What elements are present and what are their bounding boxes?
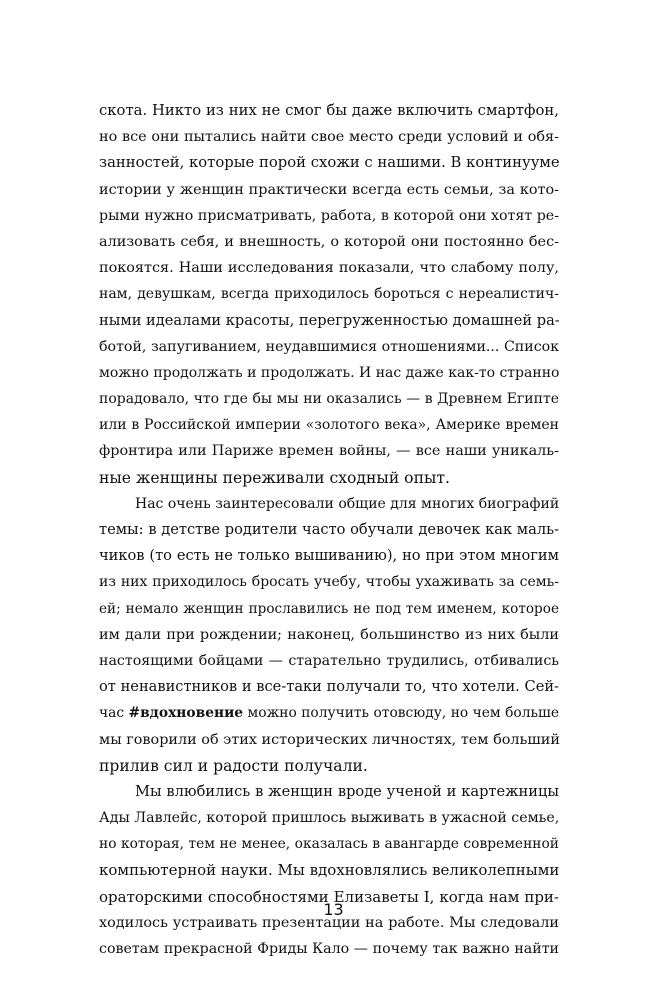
- hashtag-line: [99, 700, 559, 726]
- text-line: советам прекрасной Фриды Кало — почему так важно найти: [99, 941, 559, 957]
- text-line: занностей, которые порой схожи с нашими. В континууме: [99, 154, 560, 172]
- text-line: но все они пытались найти свое место среди условий и обя-: [99, 129, 559, 146]
- text-line: прилив сил и радости получали.: [99, 756, 368, 775]
- hashtag-inspiration: #вдохновение: [128, 705, 244, 722]
- text-line: ными идеалами красоты, перегруженностью домашней ра-: [99, 311, 560, 329]
- text-line: им дали при рождении; наконец, большинство из них были: [99, 626, 559, 643]
- text-line: чиков (то есть не только вышиванию), но при этом многим: [99, 547, 559, 565]
- text-line: Нас очень заинтересовали общие для многих биографий: [135, 495, 560, 512]
- text-line: но которая, тем не менее, оказалась в авангарде современной: [99, 836, 559, 853]
- text-line: покоятся. Наши исследования показали, что слабому полу,: [99, 260, 559, 277]
- text-segment: можно получить отовсюду, но чем больше: [243, 705, 559, 722]
- text-line: истории у женщин практически всегда есть семьи, за кото-: [99, 181, 559, 198]
- text-line: ходилось устраивать презентации на работе. Мы следовали: [99, 914, 559, 931]
- text-line: компьютерной науки. Мы вдохновлялись великолепными: [99, 861, 560, 880]
- text-segment: час: [99, 705, 129, 722]
- text-line: ей; немало женщин прославились не под тем именем, которое: [99, 600, 559, 617]
- body-text: [99, 98, 559, 962]
- text-line: можно продолжать и продолжать. И нас даже как-то странно: [99, 364, 560, 381]
- text-line: мы говорили об этих исторических личностях, тем больший: [99, 731, 560, 748]
- text-line: или в Российской империи «золотого века», Америке времен: [99, 417, 559, 434]
- text-line: ализовать себя, и внешность, о которой они постоянно бес-: [99, 233, 559, 250]
- text-line: ораторскими способностями Елизаветы I, когда нам при-: [99, 887, 559, 906]
- text-line: Мы влюбились в женщин вроде ученой и картежницы: [135, 782, 559, 800]
- text-line: из них приходилось бросать учебу, чтобы ухаживать за семь-: [99, 574, 559, 591]
- text-line: ные женщины переживали сходный опыт.: [99, 468, 450, 487]
- text-line: Ады Лавлейс, которой пришлось выживать в ужасной семье,: [99, 810, 560, 827]
- text-line: ботой, запугиванием, неудавшимися отношениями... Список: [99, 338, 560, 355]
- text-line: скота. Никто из них не смог бы даже включить смартфон,: [99, 102, 559, 119]
- page-number: 13: [323, 900, 344, 919]
- text-line: рыми нужно присматривать, работа, в которой они хотят ре-: [99, 207, 559, 224]
- text-line: нам, девушкам, всегда приходилось бороться с нереалистич-: [99, 286, 559, 303]
- text-line: настоящими бойцами — старательно трудились, отбивались: [99, 652, 559, 669]
- text-line: темы: в детстве родители часто обучали девочек как маль-: [99, 521, 559, 538]
- text-line: фронтира или Париже времен войны, — все наши уникаль-: [99, 443, 559, 460]
- text-line: от ненавистников и все-таки получали то, что хотели. Сей-: [99, 678, 559, 696]
- text-line: порадовало, что где бы мы ни оказались — в Древнем Египте: [99, 391, 559, 408]
